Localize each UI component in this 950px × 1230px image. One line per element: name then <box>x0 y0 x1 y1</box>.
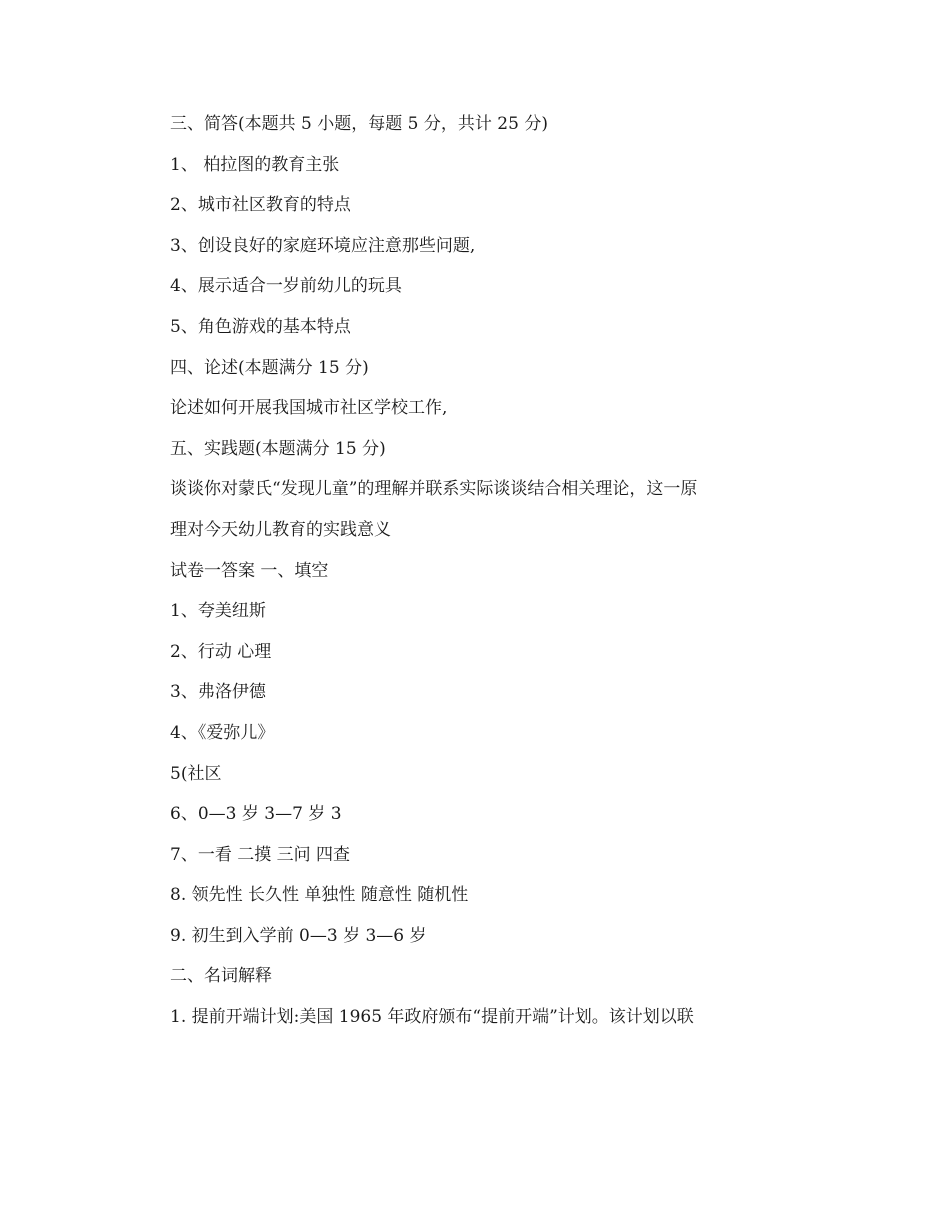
section-heading-definitions: 二、名词解释 <box>170 966 272 987</box>
question-item: 论述如何开展我国城市社区学校工作, <box>170 398 448 419</box>
answer-item: 1、夸美纽斯 <box>170 601 266 622</box>
question-item: 3、创设良好的家庭环境应注意那些问题, <box>170 235 476 256</box>
answer-heading: 试卷一答案 一、填空 <box>170 560 329 581</box>
question-item: 2、城市社区教育的特点 <box>170 195 351 216</box>
answer-item: 6、0—3 岁 3—7 岁 3 <box>170 804 342 825</box>
answer-item: 4、《爱弥儿》 <box>170 722 275 743</box>
document-body <box>170 110 790 1044</box>
section-heading-practice: 五、实践题(本题满分 15 分) <box>170 438 386 459</box>
section-heading-short-answer: 三、简答(本题共 5 小题，每题 5 分，共计 25 分) <box>170 114 548 134</box>
section-heading-essay: 四、论述(本题满分 15 分) <box>170 357 369 378</box>
definition-item: 1. 提前开端计划:美国 1965 年政府颁布“提前开端”计划。该计划以联 <box>170 1007 694 1028</box>
question-item: 4、展示适合一岁前幼儿的玩具 <box>170 276 402 297</box>
answer-item: 7、一看 二摸 三问 四查 <box>170 844 351 865</box>
answer-item: 9. 初生到入学前 0—3 岁 3—6 岁 <box>170 925 427 946</box>
question-item-continued: 理对今天幼儿教育的实践意义 <box>170 519 391 540</box>
question-item: 5、角色游戏的基本特点 <box>170 316 351 337</box>
question-item: 1、 柏拉图的教育主张 <box>170 154 340 175</box>
answer-item: 8. 领先性 长久性 单独性 随意性 随机性 <box>170 885 469 906</box>
answer-item: 2、行动 心理 <box>170 641 272 662</box>
answer-item: 3、弗洛伊德 <box>170 682 266 703</box>
question-item: 谈谈你对蒙氏“发现儿童”的理解并联系实际谈谈结合相关理论，这一原 <box>170 479 698 500</box>
answer-item: 5(社区 <box>170 763 222 784</box>
